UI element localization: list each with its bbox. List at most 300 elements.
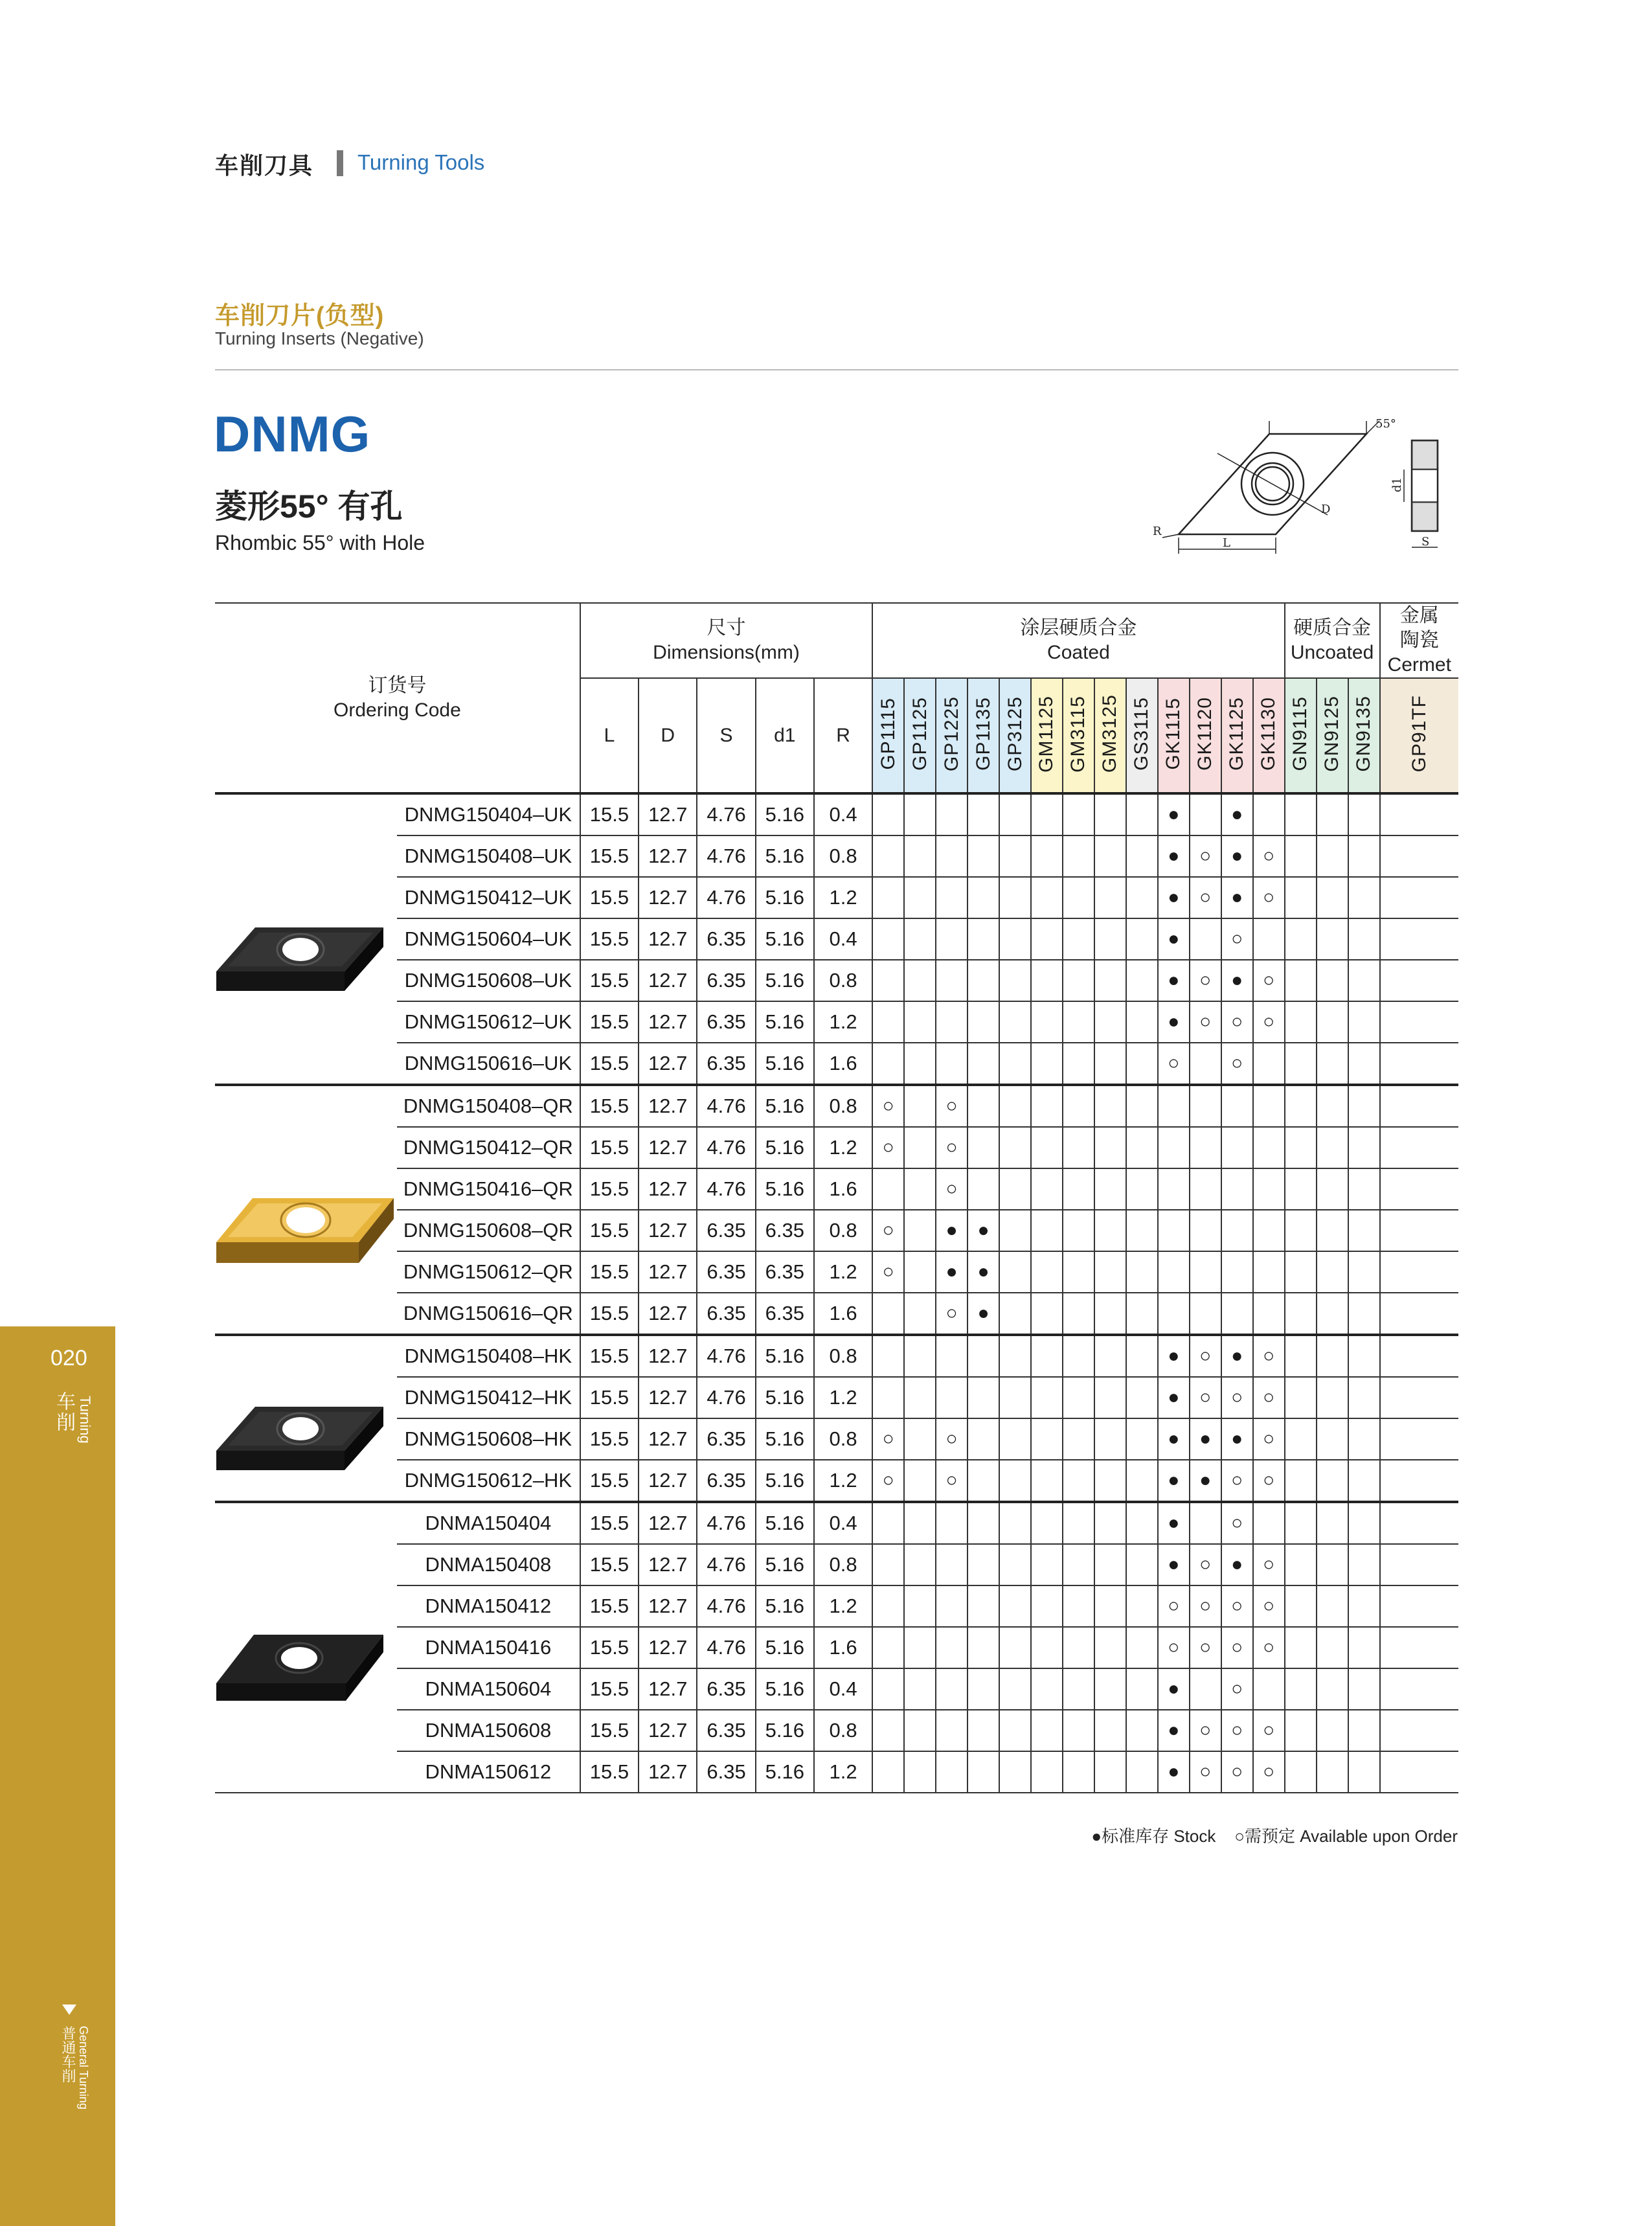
dim-value: 12.7 [639, 1001, 697, 1043]
dim-value: 12.7 [639, 1377, 697, 1418]
dim-value: 5.16 [756, 1668, 814, 1710]
grade-cell [1348, 1210, 1380, 1251]
dim-value: 12.7 [639, 1418, 697, 1460]
order-marker: ○ [872, 1210, 904, 1251]
grade-cell [999, 960, 1031, 1001]
grade-cell [872, 793, 904, 835]
table-row [215, 1502, 1458, 1544]
grade-label: GN9135 [1353, 696, 1375, 772]
grade-cell [1348, 1627, 1380, 1668]
grade-cell [904, 1293, 936, 1335]
grade-cell [1285, 835, 1317, 877]
grade-col-gm3125 [1094, 678, 1126, 793]
order-marker: ○ [1253, 1377, 1285, 1418]
grade-cell [1031, 1627, 1063, 1668]
grade-label: GP91TF [1408, 695, 1430, 773]
grade-cell [1285, 1585, 1317, 1627]
grade-cell [1094, 1418, 1126, 1460]
order-marker: ○ [872, 1251, 904, 1293]
grade-cell [872, 1168, 904, 1210]
dim-value: 0.8 [814, 960, 872, 1001]
grade-cell [967, 1751, 999, 1793]
order-marker: ○ [1190, 1335, 1221, 1377]
grade-cell [1063, 1585, 1094, 1627]
grade-cell [1063, 793, 1094, 835]
grade-cell [1380, 793, 1458, 835]
grade-cell [1285, 1085, 1317, 1127]
stock-marker: ● [1158, 835, 1190, 877]
ordering-code-header [215, 603, 580, 793]
grade-cell [1063, 918, 1094, 960]
ordering-code: DNMG150408–UK [397, 835, 580, 877]
ordering-code: DNMG150604–UK [397, 918, 580, 960]
grade-cell [1190, 1085, 1221, 1127]
grade-col-gm3115 [1063, 678, 1094, 793]
dim-value: 5.16 [756, 1085, 814, 1127]
grade-cell [1221, 1085, 1253, 1127]
diagram-angle-label: 55° [1375, 417, 1396, 431]
grade-cell [999, 1251, 1031, 1293]
dim-value: 15.5 [580, 1502, 639, 1544]
grade-cell [1094, 960, 1126, 1001]
dim-value: 6.35 [697, 1460, 755, 1502]
grade-cell [1380, 1418, 1458, 1460]
grade-cell [1031, 1293, 1063, 1335]
grade-cell [999, 1377, 1031, 1418]
table-row [215, 1127, 1458, 1168]
order-marker: ○ [1190, 1627, 1221, 1668]
legend-stock-label: 标准库存 Stock [1102, 1826, 1216, 1846]
page-number: 020 [51, 1346, 87, 1370]
dim-value: 1.6 [814, 1627, 872, 1668]
table-row [215, 1585, 1458, 1627]
grade-cell [967, 1377, 999, 1418]
dim-value: 0.8 [814, 1085, 872, 1127]
grade-cell [872, 1335, 904, 1377]
grade-cell [904, 1627, 936, 1668]
grade-col-gs3115 [1126, 678, 1158, 793]
grade-cell [1253, 1127, 1285, 1168]
stock-marker: ● [1190, 1418, 1221, 1460]
grade-cell [1063, 1627, 1094, 1668]
grade-cell [936, 793, 967, 835]
grade-cell [1031, 960, 1063, 1001]
grade-cell [1094, 1127, 1126, 1168]
dim-col-l: L [580, 678, 639, 793]
ordering-code: DNMA150404 [397, 1502, 580, 1544]
grade-cell [1094, 918, 1126, 960]
grade-cell [1063, 1085, 1094, 1127]
ordering-code: DNMG150608–HK [397, 1418, 580, 1460]
grade-cell [1031, 1460, 1063, 1502]
cermet-header [1380, 603, 1458, 678]
grade-cell [904, 1043, 936, 1085]
grade-cell [1380, 1668, 1458, 1710]
order-marker: ○ [1253, 1710, 1285, 1751]
dim-value: 1.2 [814, 1251, 872, 1293]
grade-cell [999, 877, 1031, 918]
uncoated-header [1285, 603, 1380, 678]
coated-en: Coated [1047, 642, 1110, 663]
grade-cell [872, 1668, 904, 1710]
grade-cell [1317, 793, 1348, 835]
grade-cell [1380, 835, 1458, 877]
side-strip-bottom-cn: 普通车削 [60, 2026, 76, 2083]
dim-value: 12.7 [639, 1544, 697, 1585]
dim-value: 4.76 [697, 1377, 755, 1418]
grade-cell [1380, 1210, 1458, 1251]
grade-col-gp3125 [999, 678, 1031, 793]
stock-marker: ● [1158, 1668, 1190, 1710]
dim-value: 5.16 [756, 1460, 814, 1502]
grade-cell [872, 1751, 904, 1793]
order-marker: ○ [1190, 1751, 1221, 1793]
grade-cell [1063, 1168, 1094, 1210]
stock-marker: ● [1158, 1001, 1190, 1043]
grade-cell [1126, 1043, 1158, 1085]
grade-cell [967, 1544, 999, 1585]
dimensions-cn: 尺寸 [707, 617, 746, 639]
grade-cell [904, 835, 936, 877]
grade-cell [1348, 1251, 1380, 1293]
grade-col-gn9135 [1348, 678, 1380, 793]
dim-value: 4.76 [697, 1335, 755, 1377]
table-row [215, 793, 1458, 835]
dim-value: 15.5 [580, 960, 639, 1001]
grade-cell [1348, 1335, 1380, 1377]
product-title: DNMG [214, 405, 371, 462]
grade-cell [1317, 960, 1348, 1001]
dim-value: 15.5 [580, 793, 639, 835]
dim-value: 6.35 [756, 1210, 814, 1251]
grade-cell [1190, 1168, 1221, 1210]
section-title-cn: 车削刀片(负型) [215, 302, 385, 330]
grade-cell [999, 1127, 1031, 1168]
stock-marker: ● [936, 1210, 967, 1251]
stock-marker: ● [1221, 1335, 1253, 1377]
dim-value: 12.7 [639, 835, 697, 877]
grade-col-gn9125 [1317, 678, 1348, 793]
grade-cell [936, 1668, 967, 1710]
grade-cell [1380, 1085, 1458, 1127]
table-row [215, 877, 1458, 918]
black-insert-icon [215, 1360, 394, 1477]
side-strip-en: Turning [77, 1396, 93, 1444]
grade-cell [936, 1585, 967, 1627]
grade-cell [967, 1001, 999, 1043]
order-marker: ○ [872, 1085, 904, 1127]
grade-cell [1094, 1460, 1126, 1502]
grade-cell [1380, 1710, 1458, 1751]
dim-value: 15.5 [580, 1335, 639, 1377]
diagram-d-label: D [1321, 503, 1331, 516]
dim-value: 15.5 [580, 1751, 639, 1793]
order-marker: ○ [1190, 960, 1221, 1001]
grade-cell [1094, 835, 1126, 877]
dim-value: 5.16 [756, 1751, 814, 1793]
insert-image-black [215, 1335, 397, 1502]
grade-cell [1063, 1251, 1094, 1293]
dim-value: 6.35 [756, 1251, 814, 1293]
dim-value: 5.16 [756, 793, 814, 835]
dim-value: 5.16 [756, 1627, 814, 1668]
table-row [215, 918, 1458, 960]
grade-cell [936, 835, 967, 877]
grade-cell [1094, 1751, 1126, 1793]
grade-cell [1221, 1168, 1253, 1210]
dim-value: 15.5 [580, 1585, 639, 1627]
black-insert-icon [215, 1589, 394, 1706]
table-row [215, 1043, 1458, 1085]
stock-marker: ● [1158, 918, 1190, 960]
order-marker: ○ [1221, 1377, 1253, 1418]
grade-cell [1126, 1627, 1158, 1668]
grade-cell [1348, 1377, 1380, 1418]
dim-value: 12.7 [639, 1627, 697, 1668]
grade-cell [1063, 1127, 1094, 1168]
black-insert-icon [215, 881, 394, 997]
grade-cell [872, 1627, 904, 1668]
stock-marker: ● [1221, 1418, 1253, 1460]
stock-marker: ● [1158, 960, 1190, 1001]
dim-value: 1.2 [814, 1585, 872, 1627]
dim-value: 15.5 [580, 1001, 639, 1043]
dim-value: 0.8 [814, 1544, 872, 1585]
order-marker: ○ [1253, 1585, 1285, 1627]
grade-cell [872, 1710, 904, 1751]
ordering-code: DNMG150612–QR [397, 1251, 580, 1293]
dim-value: 4.76 [697, 1627, 755, 1668]
grade-cell [1285, 793, 1317, 835]
grade-cell [1126, 1377, 1158, 1418]
dim-value: 15.5 [580, 877, 639, 918]
stock-marker: ● [1158, 1544, 1190, 1585]
grade-cell [1348, 1001, 1380, 1043]
dim-value: 1.2 [814, 1751, 872, 1793]
dim-value: 12.7 [639, 1585, 697, 1627]
table-row [215, 1293, 1458, 1335]
dim-value: 6.35 [697, 1251, 755, 1293]
grade-cell [1285, 1751, 1317, 1793]
grade-cell [1317, 1460, 1348, 1502]
grade-cell [1253, 793, 1285, 835]
order-marker: ○ [1221, 1710, 1253, 1751]
grade-cell [1285, 1502, 1317, 1544]
stock-marker: ● [1221, 1544, 1253, 1585]
grade-cell [1063, 1335, 1094, 1377]
grade-cell [1317, 1502, 1348, 1544]
grade-label: GM3115 [1067, 695, 1089, 773]
dim-value: 4.76 [697, 1168, 755, 1210]
grade-cell [904, 1127, 936, 1168]
ordering-code: DNMG150616–UK [397, 1043, 580, 1085]
grade-col-gk1130 [1253, 678, 1285, 793]
grade-label: GP1225 [940, 696, 962, 772]
grade-cell [1094, 1001, 1126, 1043]
grade-cell [1158, 1251, 1190, 1293]
diagram-s-label: S [1421, 535, 1430, 549]
grade-cell [1285, 960, 1317, 1001]
grade-cell [1317, 1710, 1348, 1751]
dim-value: 15.5 [580, 1460, 639, 1502]
ordering-code: DNMA150408 [397, 1544, 580, 1585]
grade-cell [1158, 1210, 1190, 1251]
insert-diagram [1127, 408, 1464, 563]
grade-col-gk1125 [1221, 678, 1253, 793]
grade-cell [1285, 1168, 1317, 1210]
grade-cell [1380, 1293, 1458, 1335]
grade-cell [936, 960, 967, 1001]
dim-value: 6.35 [697, 1418, 755, 1460]
grade-cell [1190, 1251, 1221, 1293]
grade-cell [1126, 835, 1158, 877]
dim-value: 4.76 [697, 793, 755, 835]
grade-cell [1221, 1251, 1253, 1293]
dim-value: 12.7 [639, 1460, 697, 1502]
dim-value: 6.35 [697, 1710, 755, 1751]
grade-cell [904, 1251, 936, 1293]
ordering-code: DNMG150412–QR [397, 1127, 580, 1168]
grade-label: GK1115 [1162, 698, 1184, 770]
order-marker: ○ [1221, 1502, 1253, 1544]
grade-cell [999, 1460, 1031, 1502]
grade-cell [1348, 1460, 1380, 1502]
grade-cell [1317, 1251, 1348, 1293]
dim-value: 12.7 [639, 877, 697, 918]
dimensions-header [580, 603, 872, 678]
grade-label: GK1125 [1226, 697, 1248, 771]
dim-col-s: S [697, 678, 755, 793]
grade-cell [1126, 1335, 1158, 1377]
grade-cell [1380, 1460, 1458, 1502]
stock-marker: ● [1158, 1710, 1190, 1751]
section-rule [215, 369, 1458, 370]
order-marker: ○ [1253, 1335, 1285, 1377]
dimensions-en: Dimensions(mm) [653, 642, 800, 663]
legend-order-label: 需预定 Available upon Order [1244, 1826, 1458, 1846]
grade-cell [1126, 1544, 1158, 1585]
grade-cell [1190, 1502, 1221, 1544]
grade-cell [1348, 1544, 1380, 1585]
dim-value: 5.16 [756, 877, 814, 918]
ordering-code: DNMG150616–QR [397, 1293, 580, 1335]
order-marker: ○ [936, 1418, 967, 1460]
dim-value: 15.5 [580, 1168, 639, 1210]
order-marker: ○ [1253, 1418, 1285, 1460]
grade-cell [1317, 1127, 1348, 1168]
grade-cell [1190, 1210, 1221, 1251]
grade-cell [904, 1168, 936, 1210]
grade-cell [1348, 1585, 1380, 1627]
grade-cell [1031, 1335, 1063, 1377]
dim-value: 4.76 [697, 877, 755, 918]
grade-cell [904, 877, 936, 918]
grade-cell [1031, 1168, 1063, 1210]
ordering-code: DNMG150608–UK [397, 960, 580, 1001]
grade-cell [1063, 1418, 1094, 1460]
grade-cell [1031, 1001, 1063, 1043]
grade-cell [1031, 1043, 1063, 1085]
grade-col-gn9115 [1285, 678, 1317, 793]
side-strip [0, 1326, 115, 2226]
grade-cell [1285, 1710, 1317, 1751]
grade-cell [1126, 1001, 1158, 1043]
grade-cell [1221, 1210, 1253, 1251]
grade-cell [936, 1710, 967, 1751]
dim-value: 4.76 [697, 835, 755, 877]
grade-cell [872, 918, 904, 960]
grade-cell [872, 1585, 904, 1627]
grade-cell [1031, 1502, 1063, 1544]
grade-label: GK1120 [1194, 697, 1216, 771]
dim-value: 15.5 [580, 1127, 639, 1168]
dim-value: 1.2 [814, 1460, 872, 1502]
grade-cell [1380, 877, 1458, 918]
dim-value: 12.7 [639, 918, 697, 960]
order-marker: ○ [936, 1168, 967, 1210]
grade-cell [967, 1502, 999, 1544]
grade-cell [1285, 1293, 1317, 1335]
grade-cell [1317, 877, 1348, 918]
grade-cell [1094, 1335, 1126, 1377]
order-marker: ○ [936, 1085, 967, 1127]
coated-cn: 涂层硬质合金 [1020, 617, 1137, 639]
grade-cell [1317, 1210, 1348, 1251]
dim-value: 15.5 [580, 1668, 639, 1710]
grade-label: GS3115 [1131, 697, 1153, 771]
grade-cell [1317, 1335, 1348, 1377]
grade-cell [1285, 1043, 1317, 1085]
grade-cell [1126, 1418, 1158, 1460]
dim-value: 0.8 [814, 1710, 872, 1751]
stock-marker: ● [967, 1293, 999, 1335]
ordering-code: DNMG150408–QR [397, 1085, 580, 1127]
order-marker: ○ [1190, 835, 1221, 877]
grade-cell [1031, 877, 1063, 918]
section-title-en: Turning Inserts (Negative) [215, 328, 424, 348]
grade-cell [1031, 1127, 1063, 1168]
grade-cell [1253, 1502, 1285, 1544]
grade-col-gk1120 [1190, 678, 1221, 793]
grade-cell [1031, 1585, 1063, 1627]
dim-value: 12.7 [639, 1210, 697, 1251]
grade-cell [1063, 1043, 1094, 1085]
order-marker: ○ [936, 1460, 967, 1502]
order-marker: ○ [1221, 1627, 1253, 1668]
grade-cell [999, 1544, 1031, 1585]
grade-cell [1253, 1293, 1285, 1335]
grade-cell [1348, 1502, 1380, 1544]
grade-cell [1380, 1585, 1458, 1627]
dim-value: 15.5 [580, 1085, 639, 1127]
legend [1091, 1823, 1458, 1847]
table-row [215, 1460, 1458, 1502]
grade-cell [1126, 1210, 1158, 1251]
order-marker: ○ [936, 1127, 967, 1168]
grade-cell [1094, 1293, 1126, 1335]
grade-col-gm1125 [1031, 678, 1063, 793]
grade-cell [1063, 877, 1094, 918]
order-marker: ○ [936, 1293, 967, 1335]
order-marker: ○ [1221, 1751, 1253, 1793]
uncoated-en: Uncoated [1290, 642, 1374, 663]
dim-value: 6.35 [697, 960, 755, 1001]
grade-cell [967, 1585, 999, 1627]
grade-cell [1063, 1377, 1094, 1418]
grade-label: GK1130 [1258, 697, 1280, 771]
stock-marker: ● [967, 1251, 999, 1293]
grade-cell [1348, 835, 1380, 877]
